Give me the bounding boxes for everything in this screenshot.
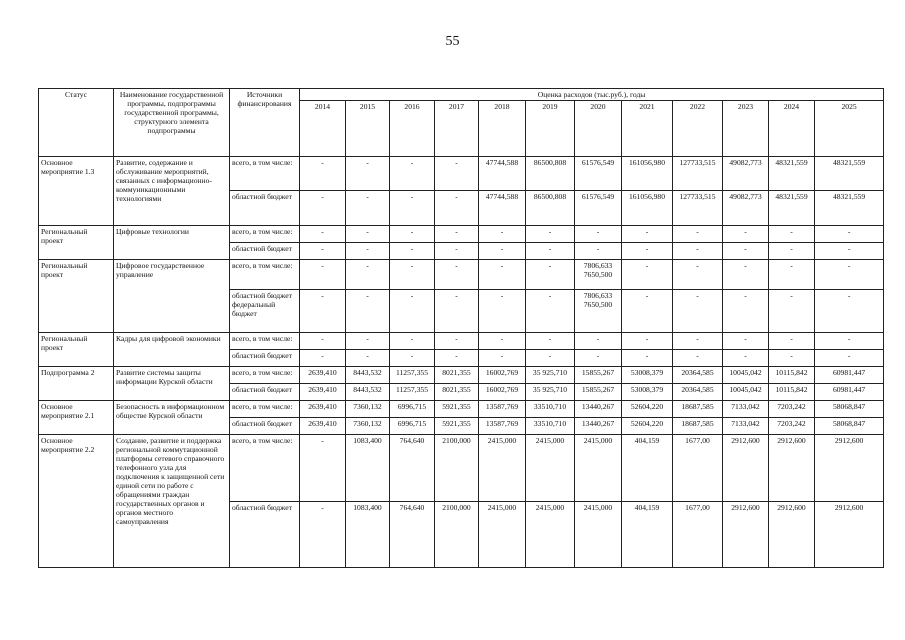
value-cell: 2415,000	[479, 501, 526, 567]
value-cell: -	[479, 289, 526, 332]
value-cell: -	[723, 225, 769, 242]
value-cell: -	[769, 332, 815, 349]
value-cell: 2639,410	[300, 418, 346, 435]
value-cell: 60981,447	[815, 383, 884, 400]
value-cell: 127733,515	[673, 157, 723, 191]
value-cell: 404,159	[622, 435, 673, 501]
row-source: областной бюджет	[230, 383, 300, 400]
value-cell: 86500,808	[526, 157, 575, 191]
value-cell: 2100,000	[435, 435, 479, 501]
row-source: всего, в том числе:	[230, 435, 300, 501]
value-cell: 47744,588	[479, 157, 526, 191]
value-cell: 11257,355	[390, 383, 435, 400]
value-cell: -	[300, 349, 346, 366]
value-cell: -	[769, 225, 815, 242]
row-status: Основное мероприятие 2.1	[39, 401, 114, 435]
value-cell: 10045,042	[723, 383, 769, 400]
value-cell: 2912,600	[723, 435, 769, 501]
header-estimate: Оценка расходов (тыс.руб.), годы	[300, 89, 884, 101]
value-cell: 5921,355	[435, 401, 479, 418]
value-cell: 35 925,710	[526, 383, 575, 400]
value-cell: -	[300, 289, 346, 332]
value-cell: 2912,600	[815, 435, 884, 501]
value-cell: -	[390, 191, 435, 225]
row-name: Безопасность в информационном обществе Курской области	[114, 401, 230, 435]
header-status: Статус	[39, 89, 114, 157]
row-name: Кадры для цифровой экономики	[114, 332, 230, 366]
value-cell: -	[723, 332, 769, 349]
value-cell: -	[435, 225, 479, 242]
value-cell: -	[390, 242, 435, 259]
value-cell: 8021,355	[435, 383, 479, 400]
value-cell: 10115,842	[769, 383, 815, 400]
value-cell: 7360,132	[346, 418, 390, 435]
value-cell: 161056,980	[622, 191, 673, 225]
value-cell: 764,640	[390, 501, 435, 567]
value-cell: -	[390, 259, 435, 289]
value-cell: 6996,715	[390, 418, 435, 435]
value-cell: 18687,585	[673, 418, 723, 435]
value-cell: -	[526, 242, 575, 259]
header-year: 2021	[622, 101, 673, 157]
value-cell: -	[435, 289, 479, 332]
value-cell: 52604,220	[622, 401, 673, 418]
header-source: Источники финансирования	[230, 89, 300, 157]
value-cell: 2912,600	[723, 501, 769, 567]
value-cell: 15855,267	[575, 366, 622, 383]
value-cell: 6996,715	[390, 401, 435, 418]
value-cell: 2415,000	[575, 501, 622, 567]
value-cell: -	[435, 157, 479, 191]
value-cell: -	[815, 289, 884, 332]
value-cell: -	[300, 332, 346, 349]
value-cell: -	[575, 242, 622, 259]
value-cell: -	[526, 259, 575, 289]
value-cell: -	[526, 289, 575, 332]
value-cell: 7203,242	[769, 418, 815, 435]
value-cell: 58068,847	[815, 418, 884, 435]
value-cell: -	[723, 349, 769, 366]
row-source: областной бюджет	[230, 501, 300, 567]
value-cell: 7360,132	[346, 401, 390, 418]
value-cell: 8443,532	[346, 366, 390, 383]
value-cell: -	[479, 332, 526, 349]
value-cell: 7133,042	[723, 401, 769, 418]
value-cell: 16002,769	[479, 383, 526, 400]
table-row	[39, 225, 884, 242]
value-cell: 58068,847	[815, 401, 884, 418]
value-cell: -	[346, 225, 390, 242]
value-cell: 5921,355	[435, 418, 479, 435]
row-name: Цифровые технологии	[114, 225, 230, 259]
header-year: 2022	[673, 101, 723, 157]
value-cell: -	[435, 191, 479, 225]
value-cell: 8443,532	[346, 383, 390, 400]
value-cell: 1083,400	[346, 501, 390, 567]
value-cell: -	[346, 191, 390, 225]
budget-table	[38, 88, 884, 568]
row-source: всего, в том числе:	[230, 332, 300, 349]
table-row	[39, 332, 884, 349]
value-cell: 127733,515	[673, 191, 723, 225]
value-cell: 13587,769	[479, 418, 526, 435]
table-row	[39, 157, 884, 191]
row-name: Развитие, содержание и обслуживание мероприятий, связанных с информационно-коммуникационными технологиями	[114, 157, 230, 226]
row-name: Цифровое государственное управление	[114, 259, 230, 332]
header-year: 2014	[300, 101, 346, 157]
value-cell: -	[390, 157, 435, 191]
header-year: 2015	[346, 101, 390, 157]
value-cell: 48321,559	[815, 157, 884, 191]
value-cell: -	[673, 349, 723, 366]
value-cell: 15855,267	[575, 383, 622, 400]
value-cell: 61576,549	[575, 191, 622, 225]
value-cell: -	[815, 242, 884, 259]
value-cell: -	[479, 349, 526, 366]
value-cell: -	[346, 349, 390, 366]
value-cell: 86500,808	[526, 191, 575, 225]
value-cell: 7133,042	[723, 418, 769, 435]
table-row	[39, 366, 884, 383]
value-cell: 404,159	[622, 501, 673, 567]
value-cell: 16002,769	[479, 366, 526, 383]
value-cell: 52604,220	[622, 418, 673, 435]
value-cell: 53008,379	[622, 366, 673, 383]
value-cell: -	[769, 349, 815, 366]
value-cell: 13587,769	[479, 401, 526, 418]
value-cell: -	[346, 259, 390, 289]
value-cell: -	[479, 225, 526, 242]
value-cell: 48321,559	[769, 191, 815, 225]
value-cell: 61576,549	[575, 157, 622, 191]
page-number: 55	[445, 34, 460, 49]
value-cell: -	[723, 242, 769, 259]
value-cell: -	[526, 332, 575, 349]
value-cell: -	[346, 289, 390, 332]
value-cell: -	[479, 242, 526, 259]
value-cell: 1677,00	[673, 435, 723, 501]
value-cell: -	[815, 225, 884, 242]
header-year: 2020	[575, 101, 622, 157]
value-cell: 764,640	[390, 435, 435, 501]
value-cell: -	[622, 349, 673, 366]
value-cell: 18687,585	[673, 401, 723, 418]
row-status: Основное мероприятие 1.3	[39, 157, 114, 226]
header-year: 2017	[435, 101, 479, 157]
value-cell: 48321,559	[769, 157, 815, 191]
value-cell: 20364,585	[673, 366, 723, 383]
value-cell: 1677,00	[673, 501, 723, 567]
row-status: Региональный проект	[39, 225, 114, 259]
value-cell: -	[479, 259, 526, 289]
value-cell: 2912,600	[769, 435, 815, 501]
value-cell: -	[300, 501, 346, 567]
value-cell: 161056,980	[622, 157, 673, 191]
value-cell: -	[622, 332, 673, 349]
value-cell: 13440,267	[575, 401, 622, 418]
header-year: 2016	[390, 101, 435, 157]
value-cell: -	[390, 349, 435, 366]
value-cell: -	[435, 259, 479, 289]
row-name: Развитие системы защиты информации Курской области	[114, 366, 230, 400]
value-cell: -	[575, 225, 622, 242]
value-cell: -	[346, 157, 390, 191]
value-cell: 2415,000	[526, 501, 575, 567]
value-cell: 35 925,710	[526, 366, 575, 383]
table-row	[39, 401, 884, 418]
value-cell: -	[300, 225, 346, 242]
value-cell: 49082,773	[723, 157, 769, 191]
value-cell: -	[622, 242, 673, 259]
value-cell: -	[300, 242, 346, 259]
value-cell: 60981,447	[815, 366, 884, 383]
value-cell: 2912,600	[815, 501, 884, 567]
value-cell: -	[815, 332, 884, 349]
value-cell: -	[723, 259, 769, 289]
header-row-1	[39, 89, 884, 101]
value-cell: -	[769, 259, 815, 289]
value-cell: -	[526, 349, 575, 366]
value-cell: -	[346, 332, 390, 349]
value-cell: 8021,355	[435, 366, 479, 383]
value-cell: 47744,588	[479, 191, 526, 225]
header-name: Наименование государственной программы, подпрограммы государственной программы, структурного элемента подпрограммы	[114, 89, 230, 157]
row-source: областной бюджет федеральный бюджет	[230, 289, 300, 332]
value-cell: 2639,410	[300, 383, 346, 400]
value-cell: 7806,633 7650,500	[575, 289, 622, 332]
header-year: 2024	[769, 101, 815, 157]
value-cell: 10045,042	[723, 366, 769, 383]
value-cell: 7806,633 7650,500	[575, 259, 622, 289]
value-cell: -	[575, 332, 622, 349]
row-source: областной бюджет	[230, 242, 300, 259]
value-cell: -	[673, 259, 723, 289]
row-source: областной бюджет	[230, 418, 300, 435]
table-row	[39, 259, 884, 289]
row-source: областной бюджет	[230, 349, 300, 366]
value-cell: -	[673, 289, 723, 332]
row-status: Региональный проект	[39, 332, 114, 366]
value-cell: -	[435, 242, 479, 259]
value-cell: -	[673, 332, 723, 349]
value-cell: -	[390, 289, 435, 332]
value-cell: -	[622, 225, 673, 242]
value-cell: -	[815, 259, 884, 289]
value-cell: 2912,600	[769, 501, 815, 567]
row-source: всего, в том числе:	[230, 401, 300, 418]
value-cell: 2100,000	[435, 501, 479, 567]
value-cell: -	[575, 349, 622, 366]
value-cell: -	[390, 225, 435, 242]
header-year: 2019	[526, 101, 575, 157]
row-source: всего, в том числе:	[230, 259, 300, 289]
value-cell: -	[526, 225, 575, 242]
value-cell: -	[435, 349, 479, 366]
value-cell: -	[390, 332, 435, 349]
value-cell: 2415,000	[526, 435, 575, 501]
row-source: всего, в том числе:	[230, 225, 300, 242]
value-cell: -	[769, 289, 815, 332]
value-cell: -	[815, 349, 884, 366]
value-cell: 33510,710	[526, 418, 575, 435]
value-cell: -	[673, 225, 723, 242]
header-year: 2023	[723, 101, 769, 157]
value-cell: 2415,000	[479, 435, 526, 501]
value-cell: 1083,400	[346, 435, 390, 501]
header-year: 2018	[479, 101, 526, 157]
value-cell: -	[300, 191, 346, 225]
row-status: Подпрограмма 2	[39, 366, 114, 400]
row-source: всего, в том числе:	[230, 157, 300, 191]
value-cell: 20364,585	[673, 383, 723, 400]
row-status: Региональный проект	[39, 259, 114, 332]
value-cell: 13440,267	[575, 418, 622, 435]
value-cell: 33510,710	[526, 401, 575, 418]
value-cell: -	[769, 242, 815, 259]
value-cell: 11257,355	[390, 366, 435, 383]
value-cell: -	[622, 289, 673, 332]
value-cell: -	[346, 242, 390, 259]
row-name: Создание, развитие и поддержка региональной коммутационной платформы сетевого справочного телефонного узла для подключения к защищенной сети единой сети по работе с обращениями граждан государственных органов и органов местного самоуправления	[114, 435, 230, 568]
value-cell: -	[435, 332, 479, 349]
value-cell: 2415,000	[575, 435, 622, 501]
value-cell: -	[300, 259, 346, 289]
value-cell: -	[673, 242, 723, 259]
value-cell: 10115,842	[769, 366, 815, 383]
table-row	[39, 435, 884, 501]
value-cell: 49082,773	[723, 191, 769, 225]
row-status: Основное мероприятие 2.2	[39, 435, 114, 568]
value-cell: 7203,242	[769, 401, 815, 418]
value-cell: 53008,379	[622, 383, 673, 400]
value-cell: 2639,410	[300, 401, 346, 418]
value-cell: -	[622, 259, 673, 289]
row-source: всего, в том числе:	[230, 366, 300, 383]
row-source: областной бюджет	[230, 191, 300, 225]
value-cell: -	[300, 435, 346, 501]
value-cell: -	[723, 289, 769, 332]
value-cell: 48321,559	[815, 191, 884, 225]
header-year: 2025	[815, 101, 884, 157]
value-cell: -	[300, 157, 346, 191]
value-cell: 2639,410	[300, 366, 346, 383]
